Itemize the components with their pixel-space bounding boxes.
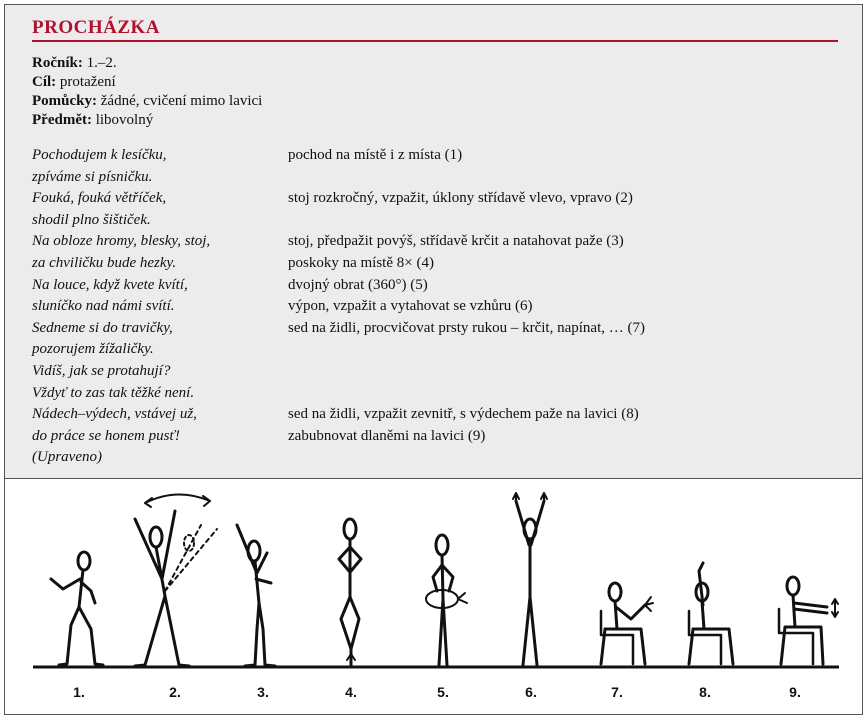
poem-line: sluníčko nad námi svítí.	[32, 298, 175, 315]
arm-raise-figure	[237, 525, 275, 666]
seated-fingers-figure	[601, 583, 653, 664]
poem-line: Nádech–výdech, vstávej už,	[32, 406, 197, 423]
seated-drumming-figure	[779, 577, 838, 664]
poem-line: shodil plno šištiček.	[32, 211, 151, 228]
text-panel	[5, 5, 862, 479]
poem-line: Na louce, když kvete kvítí,	[32, 276, 188, 293]
instruction-line: pochod na místě i z místa (1)	[288, 147, 463, 163]
poem-line: zpíváme si písničku.	[32, 168, 153, 185]
instruction-line: dvojný obrat (360°) (5)	[288, 276, 428, 293]
instruction-line: poskoky na místě 8× (4)	[288, 255, 434, 271]
meta-goal	[32, 73, 116, 92]
instruction-line: sed na židli, vzpažit zevnitř, s výdechem paže na lavici (8)	[288, 406, 639, 423]
poem-line: Vidíš, jak se protahují?	[32, 363, 171, 379]
poem-line: Sedneme si do travičky,	[32, 319, 173, 336]
figure-panel	[5, 479, 862, 714]
figure-label: 9.	[789, 684, 801, 700]
figure-label: 5.	[437, 684, 449, 700]
instruction-line: zabubnovat dlaněmi na lavici (9)	[288, 427, 486, 444]
meta-value: 1.–2.	[82, 55, 117, 71]
title-rule	[32, 40, 838, 42]
instruction-line: stoj, předpažit povýš, střídavě krčit a natahovat paže (3)	[288, 233, 624, 250]
meta-label: Pomůcky:	[32, 93, 97, 109]
turning-figure	[426, 535, 467, 665]
poem-line: za chviličku bude hezky.	[32, 255, 177, 271]
meta-label: Předmět:	[32, 112, 92, 128]
side-bend-figure	[135, 494, 217, 666]
meta-aids	[32, 92, 262, 111]
figure-label: 4.	[345, 684, 357, 700]
walking-figure	[51, 552, 103, 665]
seated-arms-up-figure	[689, 563, 733, 664]
poem-line: pozorujem žížaličky.	[32, 341, 154, 358]
instruction-line: stoj rozkročný, vzpažit, úklony střídavě vlevo, vpravo (2)	[288, 190, 633, 207]
exercise-figures	[5, 479, 862, 714]
instruction-line: výpon, vzpažit a vytahovat se vzhůru (6)	[288, 298, 533, 315]
page-title: PROCHÁZKA	[32, 17, 160, 38]
poem-line: Na obloze hromy, blesky, stoj,	[32, 233, 211, 250]
meta-value: libovolný	[91, 112, 154, 128]
poem-line: (Upraveno)	[32, 449, 102, 466]
instruction-line: sed na židli, procvičovat prsty rukou – krčit, napínat, … (7)	[288, 319, 645, 336]
jumping-figure	[339, 519, 361, 665]
figure-label: 3.	[257, 684, 269, 700]
figure-label: 1.	[73, 684, 85, 700]
meta-label: Ročník:	[32, 55, 83, 71]
meta-value: žádné, cvičení mimo lavici	[97, 93, 263, 109]
figure-label: 2.	[169, 684, 181, 700]
meta-grade	[32, 54, 117, 73]
meta-value: protažení	[56, 74, 116, 90]
poem-line: Vždyť to zas tak těžké není.	[32, 384, 195, 401]
figure-label: 8.	[699, 684, 711, 700]
figure-label: 6.	[525, 684, 537, 700]
stretch-up-figure	[513, 493, 547, 665]
figure-label: 7.	[611, 684, 623, 700]
meta-subject	[32, 111, 153, 130]
poem-line: Fouká, fouká větříček,	[32, 190, 167, 207]
exercise-card	[4, 4, 863, 715]
poem-line: do práce se honem pusť!	[32, 427, 180, 444]
poem-line: Pochodujem k lesíčku,	[32, 147, 167, 163]
meta-label: Cíl:	[32, 74, 57, 90]
